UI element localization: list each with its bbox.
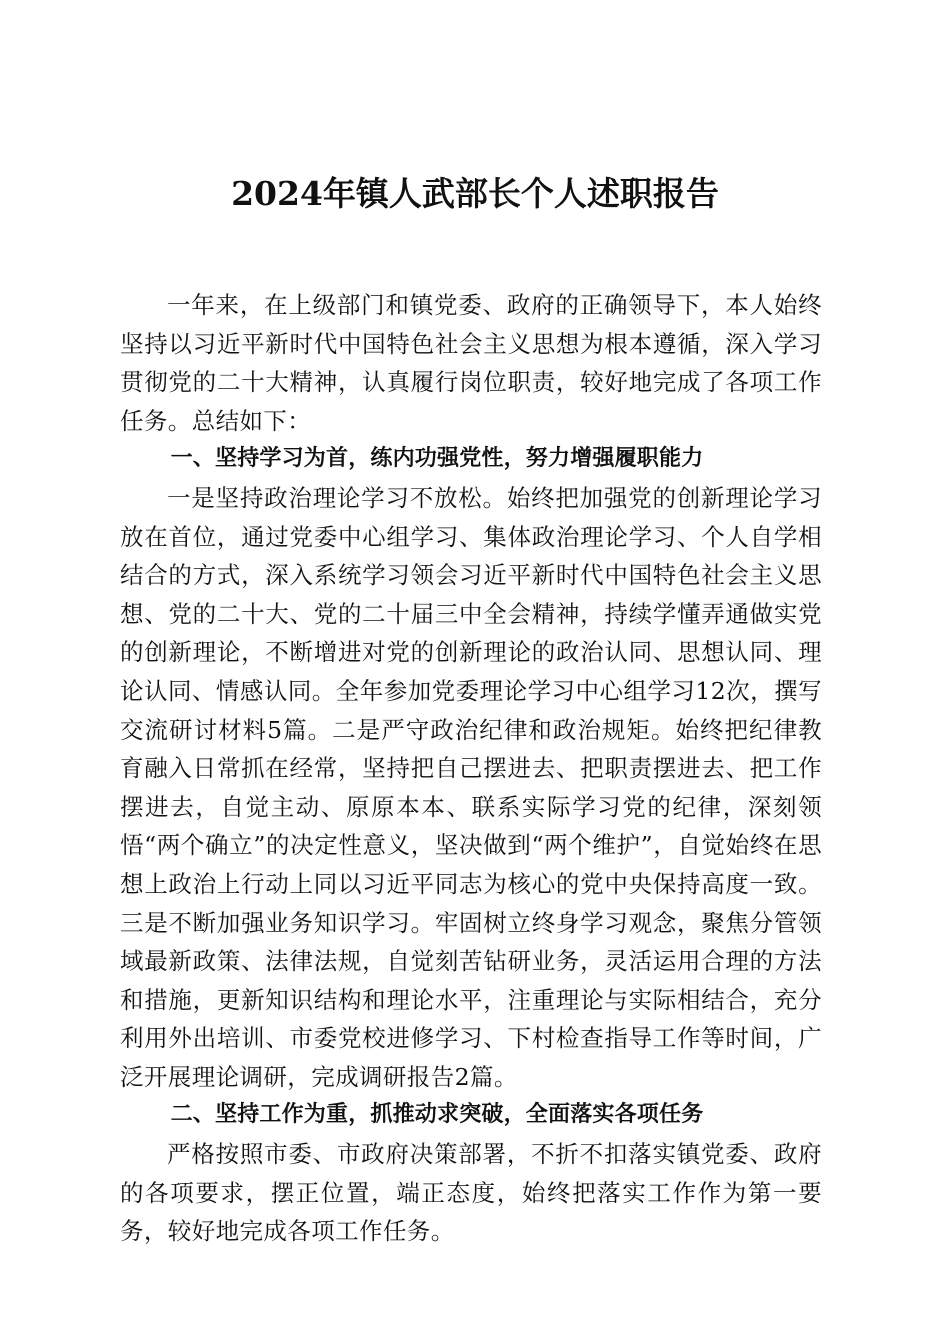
document-body xyxy=(120,286,822,1251)
section-1-paragraph: 一是坚持政治理论学习不放松。始终把加强党的创新理论学习放在首位，通过党委中心组学习、集体政治理论学习、个人自学相结合的方式，深入系统学习领会习近平新时代中国特色社会主义思想、党的二十大、党的二十届三中全会精神，持续学懂弄通做实党的创新理论，不断增进对党的创新理论的政治认同、思想认同、理论认同、情感认同。全年参加党委理论学习中心组学习12次，撰写交流研讨材料5篇。二是严守政治纪律和政治规矩。始终把纪律教育融入日常抓在经常，坚持把自己摆进去、把职责摆进去、把工作摆进去，自觉主动、原原本本、联系实际学习党的纪律，深刻领悟“两个确立”的决定性意义，坚决做到“两个维护”，自觉始终在思想上政治上行动上同以习近平同志为核心的党中央保持高度一致。三是不断加强业务知识学习。牢固树立终身学习观念，聚焦分管领域最新政策、法律法规，自觉刻苦钻研业务，灵活运用合理的方法和措施，更新知识结构和理论水平，注重理论与实际相结合，充分利用外出培训、市委党校进修学习、下村检查指导工作等时间，广泛开展理论调研，完成调研报告2篇。 xyxy=(120,483,822,1091)
section-heading-2: 二、坚持工作为重，抓推动求突破，全面落实各项任务 xyxy=(170,1102,704,1128)
intro-paragraph: 一年来，在上级部门和镇党委、政府的正确领导下，本人始终坚持以习近平新时代中国特色社会主义思想为根本遵循，深入学习贯彻党的二十大精神，认真履行岗位职责，较好地完成了各项工作任务。总结如下： xyxy=(120,291,822,435)
section-heading-1: 一、坚持学习为首，练内功强党性，努力增强履职能力 xyxy=(170,446,704,472)
document-title: 2024年镇人武部长个人述职报告 xyxy=(231,174,719,213)
section-2-paragraph: 严格按照市委、市政府决策部署，不折不扣落实镇党委、政府的各项要求，摆正位置，端正态度，始终把落实工作作为第一要务，较好地完成各项工作任务。 xyxy=(120,1140,822,1246)
